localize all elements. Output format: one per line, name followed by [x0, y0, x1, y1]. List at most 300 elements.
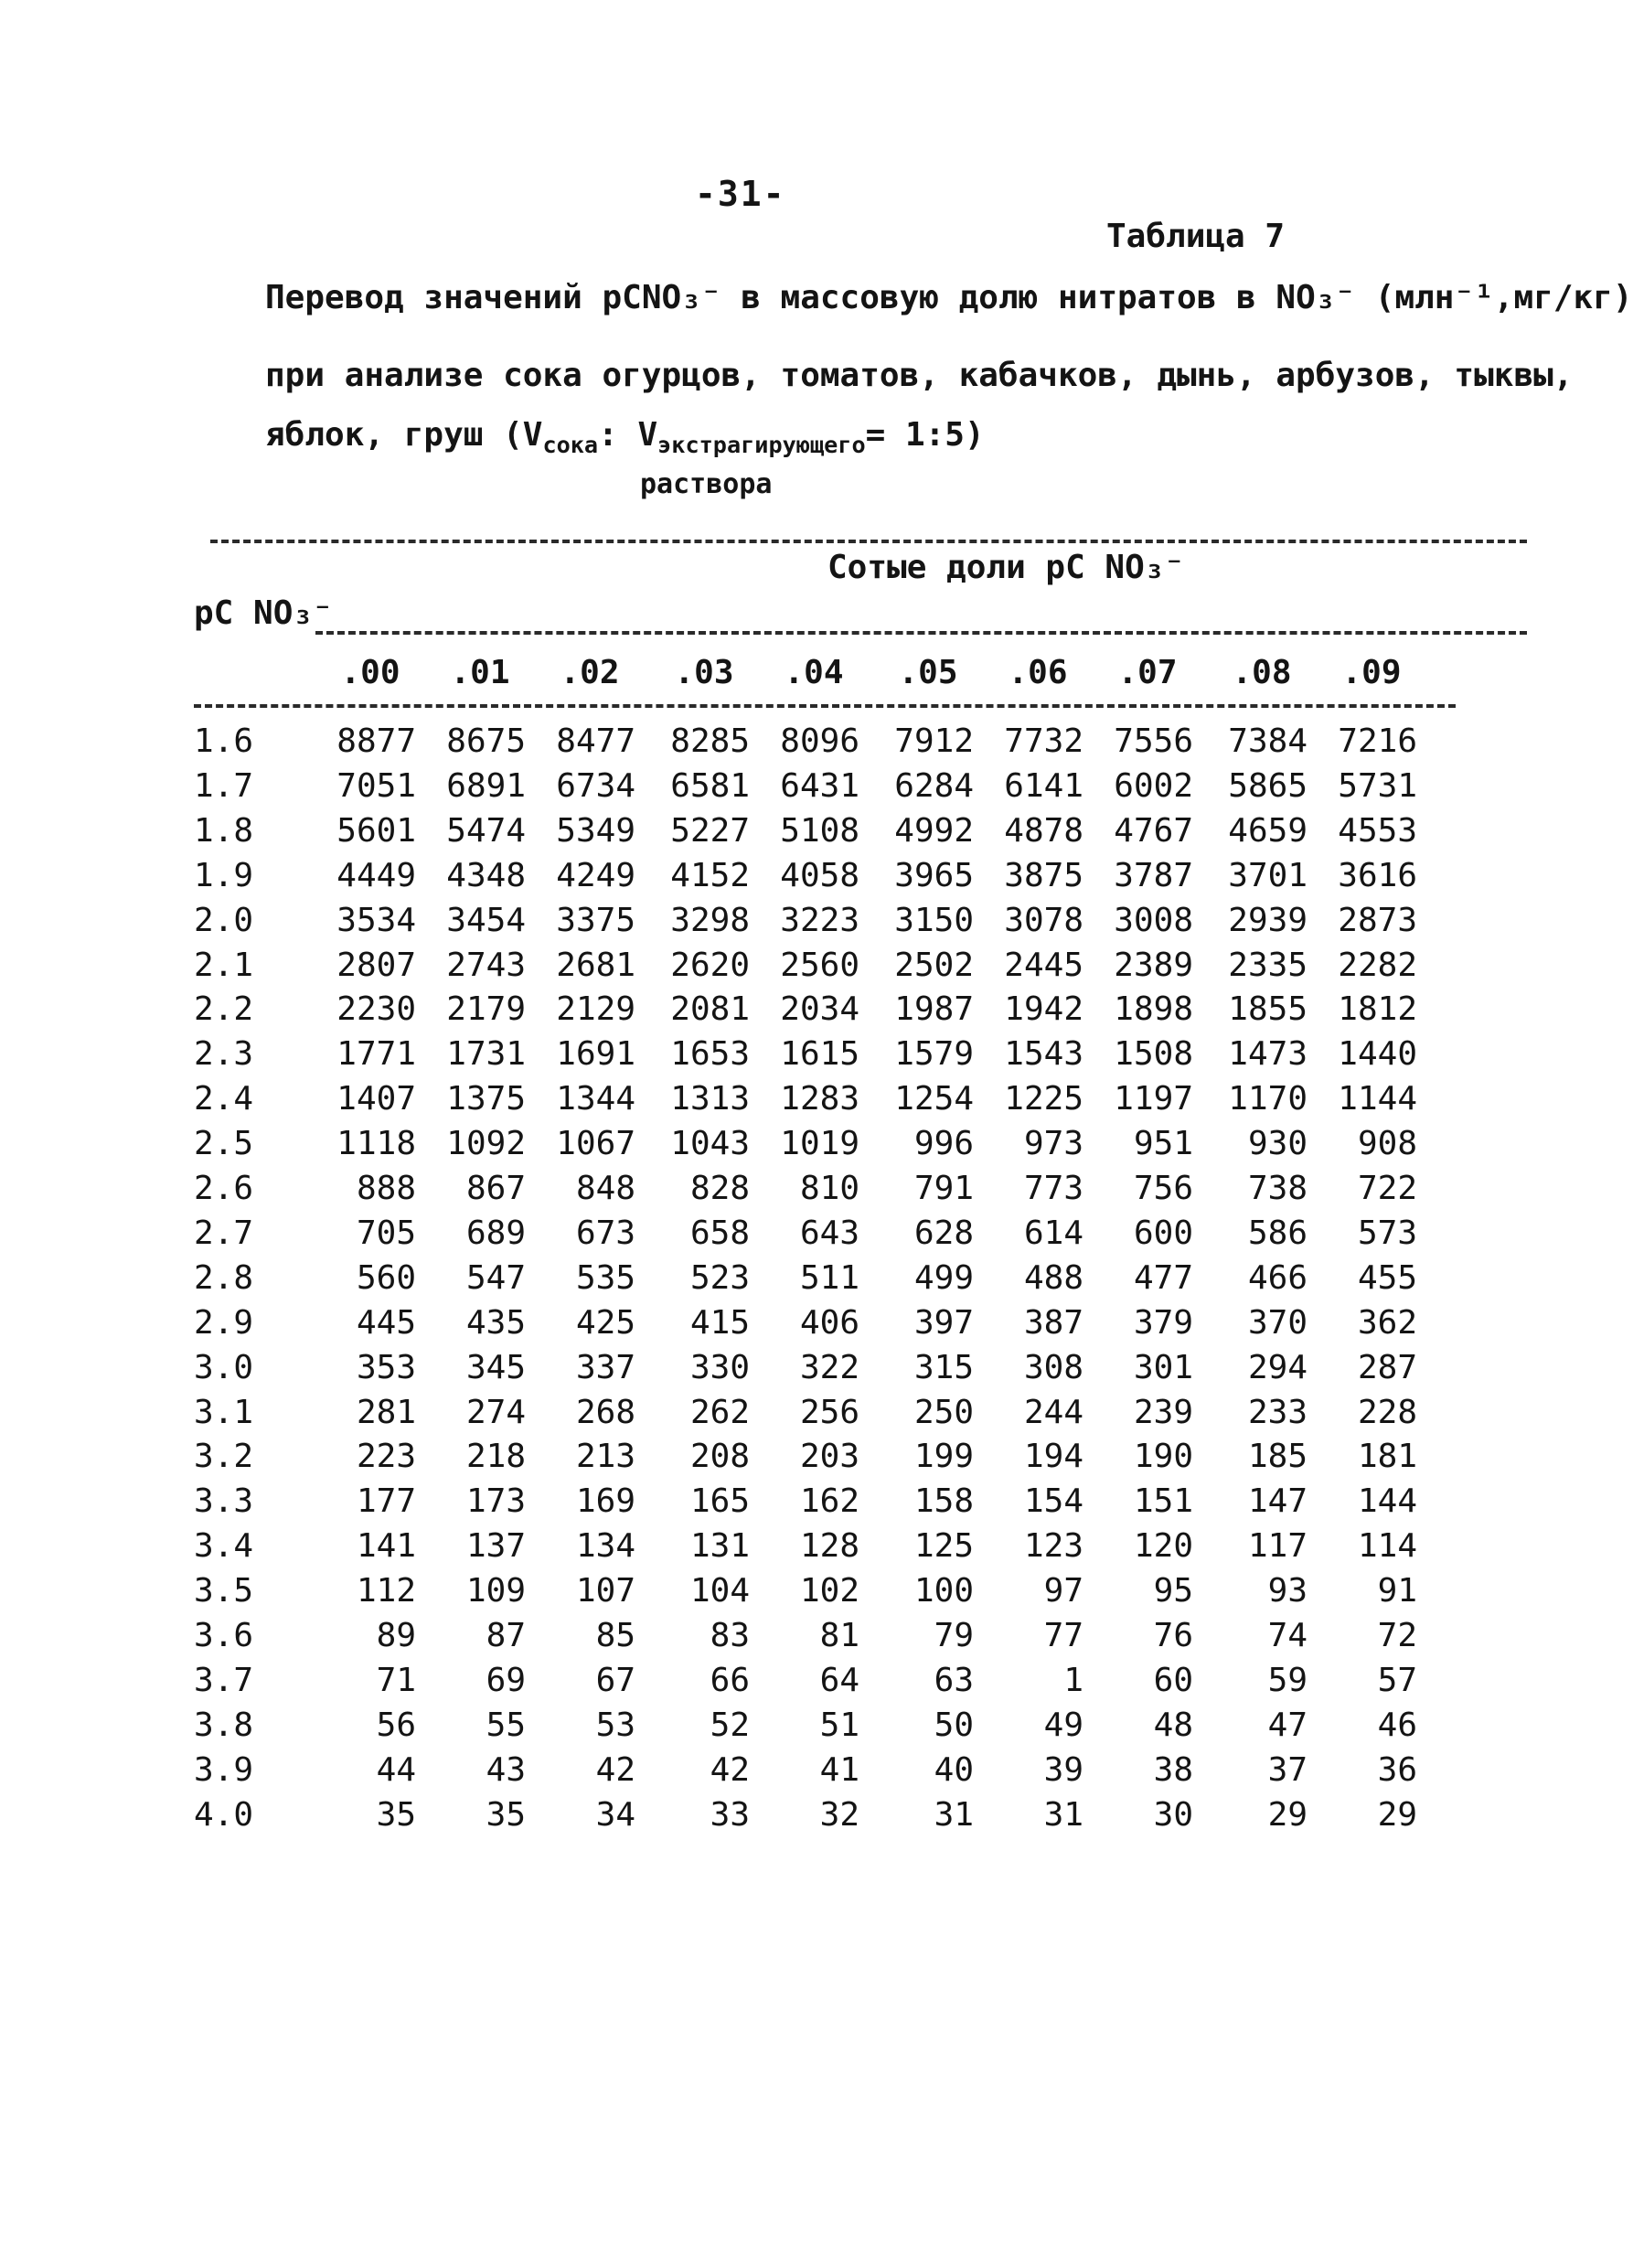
table-cell: 1855 — [1228, 990, 1307, 1029]
table-cell: 131 — [689, 1527, 750, 1566]
table-cell: 499 — [913, 1258, 974, 1297]
table-cell: 2807 — [336, 946, 416, 984]
row-label: 1.6 — [194, 722, 254, 760]
table-cell: 1407 — [336, 1080, 416, 1118]
table-cell: 203 — [799, 1438, 859, 1476]
table-cell: 37 — [1267, 1750, 1307, 1789]
table-cell: 125 — [913, 1527, 974, 1566]
table-cell: 573 — [1357, 1214, 1417, 1252]
table-cell: 2129 — [556, 990, 635, 1029]
row-label: 3.9 — [194, 1750, 254, 1789]
table-cell: 6431 — [780, 766, 859, 805]
title-ratio-sub-1: сока — [542, 432, 599, 459]
table-cell: 50 — [934, 1706, 974, 1744]
table-cell: 42 — [595, 1750, 635, 1789]
table-cell: 128 — [799, 1527, 859, 1566]
table-cell: 673 — [575, 1214, 635, 1252]
table-cell: 535 — [575, 1258, 635, 1297]
table-cell: 397 — [913, 1303, 974, 1342]
table-cell: 3008 — [1114, 901, 1193, 939]
table-cell: 93 — [1267, 1572, 1307, 1610]
table-cell: 64 — [819, 1661, 859, 1699]
table-cell: 6141 — [1004, 766, 1083, 805]
table-cell: 1731 — [446, 1035, 526, 1074]
table-top-rule — [210, 540, 1527, 543]
table-cell: 33 — [710, 1795, 750, 1834]
table-cell: 109 — [465, 1572, 526, 1610]
table-cell: 85 — [595, 1617, 635, 1654]
table-cell: 3787 — [1114, 856, 1193, 894]
table-cell: 117 — [1247, 1527, 1307, 1566]
table-title-line-2: при анализе сока огурцов, томатов, кабачков, дынь, арбузов, тыквы, — [265, 357, 1574, 394]
table-cell: 250 — [913, 1393, 974, 1431]
table-cell: 74 — [1267, 1617, 1307, 1654]
header-caption: Сотые доли pC NO₃⁻ — [827, 549, 1185, 586]
table-cell: 46 — [1377, 1706, 1417, 1744]
table-cell: 658 — [689, 1214, 750, 1252]
table-cell: 43 — [486, 1750, 526, 1789]
table-cell: 36 — [1377, 1750, 1417, 1789]
table-cell: 35 — [486, 1795, 526, 1834]
row-label: 2.2 — [194, 990, 254, 1029]
title-subnote: раствора — [640, 468, 773, 500]
table-cell: 49 — [1043, 1706, 1083, 1744]
table-cell: 1579 — [894, 1035, 974, 1074]
column-header: .03 — [674, 654, 734, 691]
column-header: .02 — [560, 654, 620, 691]
column-header: .09 — [1341, 654, 1402, 691]
table-cell: 31 — [1043, 1795, 1083, 1834]
table-cell: 44 — [376, 1750, 416, 1789]
table-cell: 5865 — [1228, 766, 1307, 805]
table-cell: 5601 — [336, 811, 416, 850]
table-cell: 87 — [486, 1617, 526, 1654]
table-cell: 107 — [575, 1572, 635, 1610]
table-cell: 4659 — [1228, 811, 1307, 850]
table-cell: 38 — [1153, 1750, 1193, 1789]
table-cell: 55 — [486, 1706, 526, 1744]
row-label: 2.0 — [194, 901, 254, 939]
row-label: 3.6 — [194, 1617, 254, 1654]
table-cell: 1118 — [336, 1125, 416, 1163]
table-cell: 1653 — [670, 1035, 750, 1074]
table-title-line-3 — [265, 416, 985, 458]
page-number: -31- — [695, 174, 786, 214]
table-cell: 123 — [1023, 1527, 1083, 1566]
table-cell: 488 — [1023, 1258, 1083, 1297]
header-mid-rule — [315, 631, 1527, 635]
title-ion-2: NO₃⁻ — [1275, 279, 1356, 316]
table-cell: 66 — [710, 1661, 750, 1699]
row-label: 2.7 — [194, 1214, 254, 1252]
table-cell: 3375 — [556, 901, 635, 939]
row-label: 3.7 — [194, 1661, 254, 1699]
table-cell: 722 — [1357, 1170, 1417, 1207]
table-cell: 810 — [799, 1170, 859, 1207]
table-cell: 281 — [356, 1393, 416, 1431]
table-cell: 3534 — [336, 901, 416, 939]
table-cell: 6734 — [556, 766, 635, 805]
table-cell: 345 — [465, 1348, 526, 1386]
table-cell: 173 — [465, 1482, 526, 1521]
table-cell: 5108 — [780, 811, 859, 850]
table-cell: 294 — [1247, 1348, 1307, 1386]
table-cell: 756 — [1133, 1170, 1193, 1207]
table-cell: 41 — [819, 1750, 859, 1789]
row-label: 2.9 — [194, 1303, 254, 1342]
table-cell: 56 — [376, 1706, 416, 1744]
table-cell: 1615 — [780, 1035, 859, 1074]
table-cell: 89 — [376, 1617, 416, 1654]
table-cell: 134 — [575, 1527, 635, 1566]
table-cell: 455 — [1357, 1258, 1417, 1297]
table-cell: 3965 — [894, 856, 974, 894]
table-cell: 137 — [465, 1527, 526, 1566]
table-cell: 2445 — [1004, 946, 1083, 984]
table-cell: 523 — [689, 1258, 750, 1297]
table-cell: 406 — [799, 1303, 859, 1342]
row-label: 3.3 — [194, 1482, 254, 1521]
row-label: 3.4 — [194, 1527, 254, 1566]
table-cell: 100 — [913, 1572, 974, 1610]
table-cell: 274 — [465, 1393, 526, 1431]
title-ion: NO₃⁻ — [641, 279, 721, 316]
table-cell: 1225 — [1004, 1080, 1083, 1118]
table-cell: 7912 — [894, 722, 974, 760]
table-cell: 3298 — [670, 901, 750, 939]
table-cell: 1987 — [894, 990, 974, 1029]
table-cell: 7732 — [1004, 722, 1083, 760]
table-cell: 1144 — [1338, 1080, 1417, 1118]
table-cell: 1313 — [670, 1080, 750, 1118]
table-cell: 1473 — [1228, 1035, 1307, 1074]
table-cell: 1019 — [780, 1125, 859, 1163]
table-cell: 337 — [575, 1348, 635, 1386]
table-cell: 141 — [356, 1527, 416, 1566]
table-cell: 586 — [1247, 1214, 1307, 1252]
column-header: .00 — [340, 654, 400, 691]
table-cell: 120 — [1133, 1527, 1193, 1566]
row-label: 4.0 — [194, 1795, 254, 1834]
table-cell: 8877 — [336, 722, 416, 760]
table-cell: 112 — [356, 1572, 416, 1610]
table-cell: 5474 — [446, 811, 526, 850]
table-cell: 51 — [819, 1706, 859, 1744]
table-cell: 1283 — [780, 1080, 859, 1118]
row-header-label: pC NO₃⁻ — [194, 594, 333, 632]
table-cell: 1812 — [1338, 990, 1417, 1029]
table-cell: 1942 — [1004, 990, 1083, 1029]
table-cell: 79 — [934, 1617, 974, 1654]
table-cell: 5349 — [556, 811, 635, 850]
table-cell: 951 — [1133, 1125, 1193, 1163]
table-cell: 477 — [1133, 1258, 1193, 1297]
table-cell: 1543 — [1004, 1035, 1083, 1074]
table-cell: 1440 — [1338, 1035, 1417, 1074]
table-cell: 330 — [689, 1348, 750, 1386]
table-cell: 7216 — [1338, 722, 1417, 760]
table-cell: 315 — [913, 1348, 974, 1386]
table-cell: 190 — [1133, 1438, 1193, 1476]
table-cell: 233 — [1247, 1393, 1307, 1431]
table-cell: 53 — [595, 1706, 635, 1744]
table-cell: 1170 — [1228, 1080, 1307, 1118]
table-cell: 301 — [1133, 1348, 1193, 1386]
table-cell: 244 — [1023, 1393, 1083, 1431]
table-cell: 8096 — [780, 722, 859, 760]
table-cell: 60 — [1153, 1661, 1193, 1699]
table-cell: 5227 — [670, 811, 750, 850]
table-cell: 322 — [799, 1348, 859, 1386]
table-cell: 738 — [1247, 1170, 1307, 1207]
table-cell: 3454 — [446, 901, 526, 939]
table-cell: 151 — [1133, 1482, 1193, 1521]
table-cell: 1043 — [670, 1125, 750, 1163]
table-cell: 4449 — [336, 856, 416, 894]
table-cell: 973 — [1023, 1125, 1083, 1163]
table-cell: 1092 — [446, 1125, 526, 1163]
row-label: 3.2 — [194, 1438, 254, 1476]
table-cell: 57 — [1377, 1661, 1417, 1699]
table-cell: 35 — [376, 1795, 416, 1834]
table-cell: 81 — [819, 1617, 859, 1654]
table-cell: 614 — [1023, 1214, 1083, 1252]
table-cell: 52 — [710, 1706, 750, 1744]
table-cell: 4152 — [670, 856, 750, 894]
row-label: 1.7 — [194, 766, 254, 805]
table-cell: 466 — [1247, 1258, 1307, 1297]
table-cell: 104 — [689, 1572, 750, 1610]
table-cell: 223 — [356, 1438, 416, 1476]
row-label: 3.0 — [194, 1348, 254, 1386]
column-header: .04 — [784, 654, 844, 691]
row-label: 3.8 — [194, 1706, 254, 1744]
row-label: 2.6 — [194, 1170, 254, 1207]
table-cell: 3223 — [780, 901, 859, 939]
title-text: Перевод значений pC — [265, 279, 642, 316]
title-ratio-sub-2: экстрагирующего — [657, 432, 866, 459]
table-cell: 1691 — [556, 1035, 635, 1074]
table-cell: 5731 — [1338, 766, 1417, 805]
table-cell: 199 — [913, 1438, 974, 1476]
table-cell: 6891 — [446, 766, 526, 805]
table-cell: 996 — [913, 1125, 974, 1163]
table-cell: 4767 — [1114, 811, 1193, 850]
table-cell: 415 — [689, 1303, 750, 1342]
table-cell: 1344 — [556, 1080, 635, 1118]
table-cell: 2034 — [780, 990, 859, 1029]
table-cell: 643 — [799, 1214, 859, 1252]
table-cell: 908 — [1357, 1125, 1417, 1163]
column-header: .08 — [1232, 654, 1292, 691]
table-cell: 1 — [1063, 1661, 1083, 1699]
table-cell: 158 — [913, 1482, 974, 1521]
column-header: .05 — [898, 654, 958, 691]
table-cell: 1067 — [556, 1125, 635, 1163]
table-cell: 256 — [799, 1393, 859, 1431]
table-cell: 42 — [710, 1750, 750, 1789]
table-cell: 4878 — [1004, 811, 1083, 850]
table-cell: 63 — [934, 1661, 974, 1699]
table-cell: 83 — [710, 1617, 750, 1654]
row-label: 3.1 — [194, 1393, 254, 1431]
table-cell: 2335 — [1228, 946, 1307, 984]
table-cell: 228 — [1357, 1393, 1417, 1431]
table-cell: 2389 — [1114, 946, 1193, 984]
table-cell: 600 — [1133, 1214, 1193, 1252]
column-header: .06 — [1008, 654, 1068, 691]
row-label: 2.4 — [194, 1080, 254, 1118]
table-cell: 435 — [465, 1303, 526, 1342]
table-cell: 4348 — [446, 856, 526, 894]
table-cell: 91 — [1377, 1572, 1417, 1610]
table-cell: 425 — [575, 1303, 635, 1342]
table-cell: 32 — [819, 1795, 859, 1834]
table-cell: 828 — [689, 1170, 750, 1207]
table-cell: 154 — [1023, 1482, 1083, 1521]
table-cell: 705 — [356, 1214, 416, 1252]
table-cell: 194 — [1023, 1438, 1083, 1476]
table-cell: 29 — [1377, 1795, 1417, 1834]
table-cell: 7051 — [336, 766, 416, 805]
table-cell: 59 — [1267, 1661, 1307, 1699]
table-cell: 144 — [1357, 1482, 1417, 1521]
table-cell: 2179 — [446, 990, 526, 1029]
table-cell: 560 — [356, 1258, 416, 1297]
table-cell: 867 — [465, 1170, 526, 1207]
table-label: Таблица 7 — [1106, 218, 1286, 255]
row-label: 2.8 — [194, 1258, 254, 1297]
table-cell: 102 — [799, 1572, 859, 1610]
table-cell: 2620 — [670, 946, 750, 984]
table-cell: 2081 — [670, 990, 750, 1029]
table-cell: 48 — [1153, 1706, 1193, 1744]
table-cell: 848 — [575, 1170, 635, 1207]
table-cell: 114 — [1357, 1527, 1417, 1566]
table-cell: 72 — [1377, 1617, 1417, 1654]
table-cell: 4992 — [894, 811, 974, 850]
table-cell: 69 — [486, 1661, 526, 1699]
table-cell: 1771 — [336, 1035, 416, 1074]
table-cell: 208 — [689, 1438, 750, 1476]
table-cell: 31 — [934, 1795, 974, 1834]
table-cell: 165 — [689, 1482, 750, 1521]
table-cell: 3701 — [1228, 856, 1307, 894]
table-cell: 262 — [689, 1393, 750, 1431]
table-cell: 6284 — [894, 766, 974, 805]
table-cell: 1898 — [1114, 990, 1193, 1029]
table-cell: 6002 — [1114, 766, 1193, 805]
table-cell: 7384 — [1228, 722, 1307, 760]
table-cell: 169 — [575, 1482, 635, 1521]
table-cell: 3875 — [1004, 856, 1083, 894]
row-label: 3.5 — [194, 1572, 254, 1610]
table-cell: 547 — [465, 1258, 526, 1297]
table-cell: 370 — [1247, 1303, 1307, 1342]
table-cell: 40 — [934, 1750, 974, 1789]
table-cell: 287 — [1357, 1348, 1417, 1386]
table-cell: 177 — [356, 1482, 416, 1521]
table-cell: 47 — [1267, 1706, 1307, 1744]
table-cell: 71 — [376, 1661, 416, 1699]
row-label: 1.8 — [194, 811, 254, 850]
table-cell: 2560 — [780, 946, 859, 984]
table-cell: 213 — [575, 1438, 635, 1476]
table-cell: 930 — [1247, 1125, 1307, 1163]
table-cell: 95 — [1153, 1572, 1193, 1610]
title-ratio-start: яблок, груш (V — [265, 416, 543, 454]
title-ratio-mid: : V — [598, 416, 658, 454]
table-cell: 77 — [1043, 1617, 1083, 1654]
table-cell: 147 — [1247, 1482, 1307, 1521]
title-unit: (млн⁻¹,мг/кг) — [1355, 279, 1633, 316]
title-ratio-end: = 1:5) — [865, 416, 985, 454]
table-cell: 34 — [595, 1795, 635, 1834]
table-cell: 511 — [799, 1258, 859, 1297]
table-cell: 387 — [1023, 1303, 1083, 1342]
table-cell: 97 — [1043, 1572, 1083, 1610]
table-cell: 2230 — [336, 990, 416, 1029]
row-label: 1.9 — [194, 856, 254, 894]
table-cell: 2743 — [446, 946, 526, 984]
table-cell: 6581 — [670, 766, 750, 805]
table-cell: 4249 — [556, 856, 635, 894]
table-cell: 1197 — [1114, 1080, 1193, 1118]
table-cell: 1254 — [894, 1080, 974, 1118]
table-cell: 162 — [799, 1482, 859, 1521]
table-cell: 7556 — [1114, 722, 1193, 760]
table-cell: 3150 — [894, 901, 974, 939]
table-cell: 8285 — [670, 722, 750, 760]
table-cell: 185 — [1247, 1438, 1307, 1476]
table-cell: 181 — [1357, 1438, 1417, 1476]
row-label: 2.1 — [194, 946, 254, 984]
table-cell: 4058 — [780, 856, 859, 894]
title-text-mid: в массовую долю нитратов в — [720, 279, 1276, 316]
table-cell: 791 — [913, 1170, 974, 1207]
column-header: .07 — [1117, 654, 1178, 691]
table-cell: 2681 — [556, 946, 635, 984]
table-cell: 1508 — [1114, 1035, 1193, 1074]
table-cell: 29 — [1267, 1795, 1307, 1834]
table-cell: 2939 — [1228, 901, 1307, 939]
table-cell: 1375 — [446, 1080, 526, 1118]
table-cell: 2502 — [894, 946, 974, 984]
table-cell: 76 — [1153, 1617, 1193, 1654]
table-cell: 628 — [913, 1214, 974, 1252]
table-cell: 239 — [1133, 1393, 1193, 1431]
table-cell: 2873 — [1338, 901, 1417, 939]
table-cell: 362 — [1357, 1303, 1417, 1342]
table-cell: 379 — [1133, 1303, 1193, 1342]
table-cell: 2282 — [1338, 946, 1417, 984]
table-cell: 3078 — [1004, 901, 1083, 939]
table-cell: 353 — [356, 1348, 416, 1386]
header-bottom-rule — [194, 704, 1456, 708]
table-cell: 689 — [465, 1214, 526, 1252]
table-cell: 445 — [356, 1303, 416, 1342]
column-header: .01 — [450, 654, 510, 691]
table-cell: 308 — [1023, 1348, 1083, 1386]
table-cell: 218 — [465, 1438, 526, 1476]
table-cell: 30 — [1153, 1795, 1193, 1834]
table-cell: 888 — [356, 1170, 416, 1207]
table-cell: 8675 — [446, 722, 526, 760]
table-cell: 8477 — [556, 722, 635, 760]
table-cell: 67 — [595, 1661, 635, 1699]
table-cell: 3616 — [1338, 856, 1417, 894]
row-label: 2.5 — [194, 1125, 254, 1163]
